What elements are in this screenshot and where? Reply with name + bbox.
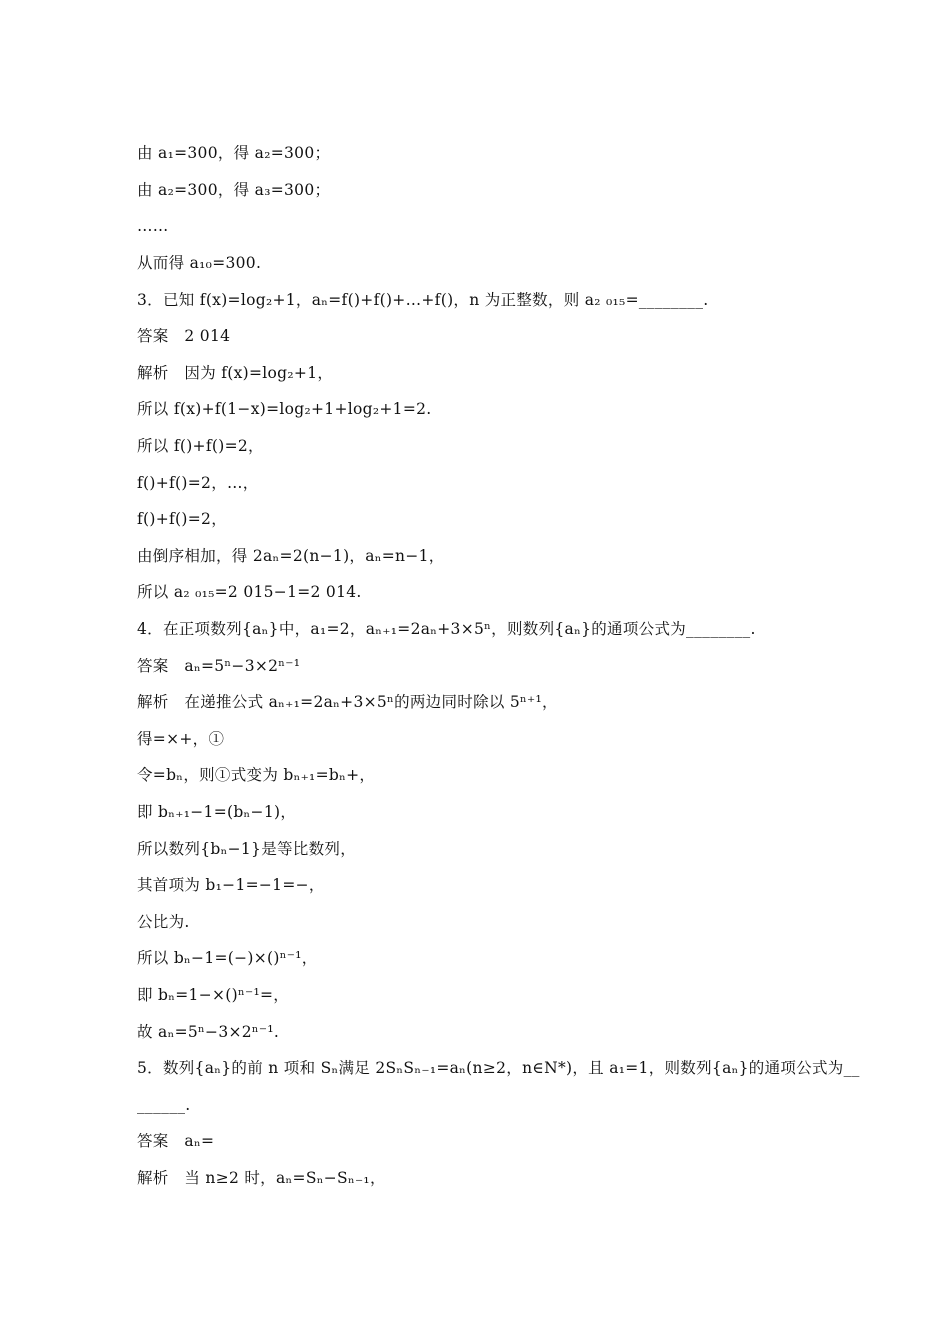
question-3: 3．已知 f(x)=log₂+1，aₙ=f()+f()+…+f()，n 为正整数，则 a₂ ₀₁₅=________. bbox=[137, 291, 709, 309]
text-line: f()+f()=2， bbox=[137, 510, 227, 528]
question-4: 4．在正项数列{aₙ}中，a₁=2，aₙ₊₁=2aₙ+3×5ⁿ，则数列{aₙ}的通项公式为________. bbox=[137, 620, 756, 638]
text-line: f()+f()=2，…， bbox=[137, 474, 259, 492]
question-5: 5．数列{aₙ}的前 n 项和 Sₙ满足 2SₙSₙ₋₁=aₙ(n≥2，n∈N*)，且 a₁=1，则数列{aₙ}的通项公式为__ bbox=[137, 1059, 860, 1077]
text-line: 所以 a₂ ₀₁₅=2 015−1=2 014. bbox=[137, 583, 362, 601]
text-line: 所以 f(x)+f(1−x)=log₂+1+log₂+1=2. bbox=[137, 400, 432, 418]
text-line: 由 a₁=300，得 a₂=300； bbox=[137, 144, 331, 162]
text-line: 令=bₙ，则①式变为 bₙ₊₁=bₙ+， bbox=[137, 766, 376, 784]
analysis-label: 解析 因为 f(x)=log₂+1， bbox=[137, 364, 334, 382]
answer-label: 答案 2 014 bbox=[137, 327, 231, 345]
answer-label: 答案 aₙ=5ⁿ−3×2ⁿ⁻¹ bbox=[137, 657, 301, 675]
text-line: …… bbox=[137, 217, 169, 235]
text-line: 其首项为 b₁−1=−1=−， bbox=[137, 876, 325, 894]
text-line: 所以 f()+f()=2， bbox=[137, 437, 264, 455]
text-line: 所以 bₙ−1=(−)×()ⁿ⁻¹， bbox=[137, 949, 318, 967]
text-line: 得=×+，① bbox=[137, 730, 225, 748]
text-line: 故 aₙ=5ⁿ−3×2ⁿ⁻¹. bbox=[137, 1023, 280, 1041]
text-line: 由 a₂=300，得 a₃=300； bbox=[137, 181, 331, 199]
answer-label: 答案 aₙ= bbox=[137, 1132, 215, 1150]
text-line: 由倒序相加，得 2aₙ=2(n−1)，aₙ=n−1， bbox=[137, 547, 445, 565]
analysis-label: 解析 在递推公式 aₙ₊₁=2aₙ+3×5ⁿ的两边同时除以 5ⁿ⁺¹， bbox=[137, 693, 558, 711]
text-line: 公比为. bbox=[137, 913, 190, 931]
text-line: 从而得 a₁₀=300. bbox=[137, 254, 262, 272]
text-line: 所以数列{bₙ−1}是等比数列， bbox=[137, 840, 357, 858]
text-line: ______. bbox=[137, 1096, 191, 1114]
analysis-label: 解析 当 n≥2 时，aₙ=Sₙ−Sₙ₋₁， bbox=[137, 1169, 386, 1187]
text-line: 即 bₙ₊₁−1=(bₙ−1)， bbox=[137, 803, 297, 821]
text-line: 即 bₙ=1−×()ⁿ⁻¹=， bbox=[137, 986, 290, 1004]
